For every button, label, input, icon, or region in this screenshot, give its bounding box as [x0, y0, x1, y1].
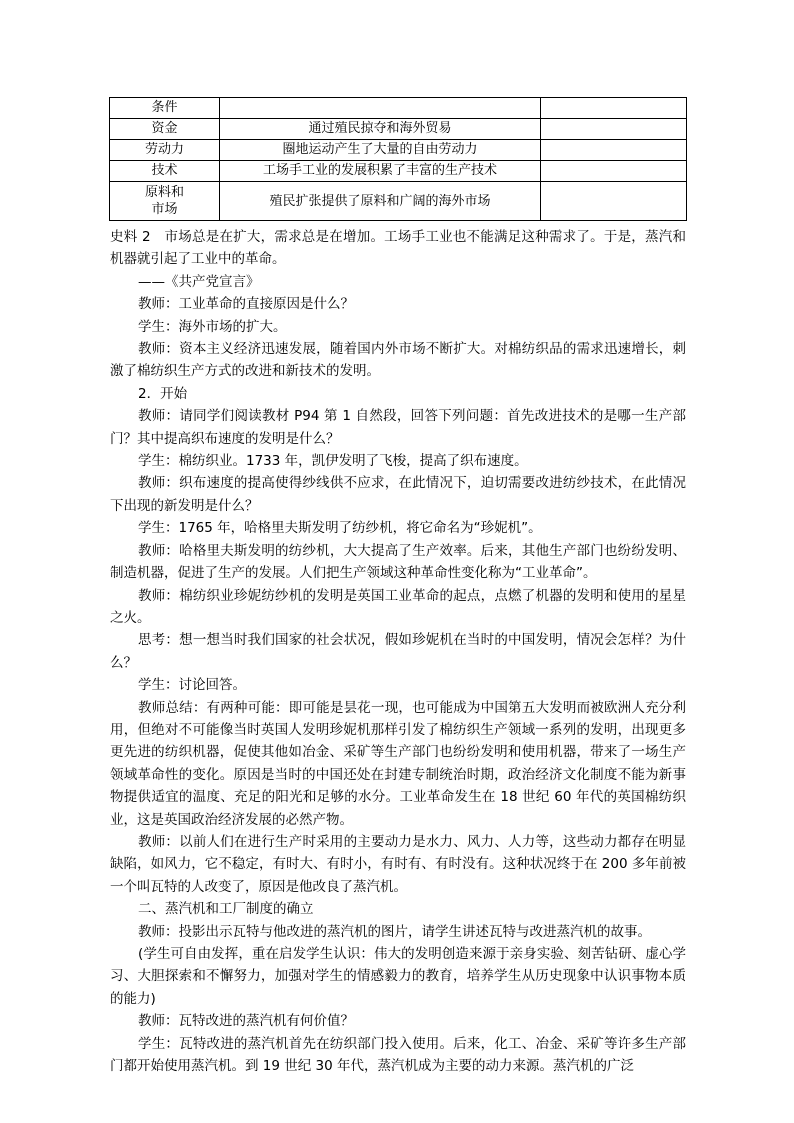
paragraph: 教师：请同学们阅读教材 P94 第 1 自然段，回答下列问题：首先改进技术的是哪一生产部门？其中提高织布速度的发明是什么？: [110, 408, 686, 447]
row-label: 条件: [110, 98, 220, 119]
paragraph: 史料 2 市场总是在扩大，需求总是在增加。工场手工业也不能满足这种需求了。于是，蒸汽和机器就引起了工业中的革命。: [110, 229, 686, 268]
table-row: [110, 98, 687, 119]
paragraph: 学生：棉纺织业。1733 年，凯伊发明了飞梭，提高了织布速度。: [138, 453, 528, 470]
paragraph: 思考：想一想当时我们国家的社会状况，假如珍妮机在当时的中国发明，情况会怎样？为什么？: [110, 632, 686, 671]
row-label: 技术: [110, 161, 220, 182]
row-content: 圈地运动产生了大量的自由劳动力: [220, 140, 541, 161]
row-content: 工场手工业的发展积累了丰富的生产技术: [220, 161, 541, 182]
conditions-table: [109, 97, 687, 221]
section-heading: 二、蒸汽机和工厂制度的确立: [138, 901, 314, 918]
row-content: 殖民扩张提供了原料和广阔的海外市场: [220, 182, 541, 221]
paragraph: 学生：海外市场的扩大。: [138, 318, 287, 335]
table-row: [110, 119, 687, 140]
paragraph: 教师：哈格里夫斯发明的纺纱机，大大提高了生产效率。后来，其他生产部门也纷纷发明、制造机器，促进了生产的发展。人们把生产领域这种革命性变化称为“工业革命”。: [110, 542, 686, 582]
row-extra: [541, 98, 687, 119]
paragraph: 教师：资本主义经济迅速发展，随着国内外市场不断扩大。对棉纺织品的需求迅速增长，刺激了棉纺织生产方式的改进和新技术的发明。: [110, 341, 686, 380]
row-label-line: 市场: [151, 202, 178, 217]
paragraph: 学生：瓦特改进的蒸汽机首先在纺织部门投入使用。后来，化工、冶金、采矿等许多生产部门都开始使用蒸汽机。到 19 世纪 30 年代，蒸汽机成为主要的动力来源。蒸汽机的广泛: [110, 1035, 686, 1075]
body-text: [110, 226, 686, 1077]
paragraph: 教师：棉纺织业珍妮纺纱机的发明是英国工业革命的起点，点燃了机器的发明和使用的星星之火。: [110, 587, 686, 626]
row-extra: [541, 140, 687, 161]
paragraph: 教师：以前人们在进行生产时采用的主要动力是水力、风力、人力等，这些动力都存在明显缺陷，如风力，它不稳定，有时大、有时小，有时有、有时没有。这种状况终于在 200 多年前被一个叫瓦特的人改变了，原因是他改良了蒸汽机。: [110, 833, 686, 895]
paragraph: 教师：织布速度的提高使得纱线供不应求，在此情况下，迫切需要改进纺纱技术，在此情况下出现的新发明是什么？: [110, 475, 686, 514]
paragraph: ——《共产党宣言》: [138, 273, 260, 290]
paragraph: 教师总结：有两种可能：即可能是昙花一现，也可能成为中国第五大发明而被欧洲人充分利用，但绝对不可能像当时英国人发明珍妮机那样引发了棉纺织生产领域一系列的发明，出现更多更先进的纺织机器，促使其他如冶金、采矿等生产部门也纷纷发明和使用机器，带来了一场生产领域革命性的变化。原因是当时的中国还处在封建专制统治时期，政治经济文化制度不能为新事物提供适宜的温度、充足的阳光和足够的水分。工业革命发生在 18 世纪 60 年代的英国棉纺织业，这是英国政治经济发展的必然产物。: [110, 699, 686, 828]
paragraph: 学生：1765 年，哈格里夫斯发明了纺纱机，将它命名为“珍妮机”。: [138, 520, 542, 537]
table-row: [110, 140, 687, 161]
row-label: 资金: [110, 119, 220, 140]
row-label: 劳动力: [110, 140, 220, 161]
table-row: [110, 161, 687, 182]
section-heading: 2．开始: [138, 385, 188, 402]
row-content: [220, 98, 541, 119]
row-label-line: 原料和: [144, 185, 184, 200]
table-row: [110, 182, 687, 221]
paragraph: 教师：投影出示瓦特与他改进的蒸汽机的图片，请学生讲述瓦特与改进蒸汽机的故事。: [138, 923, 651, 940]
paragraph: (学生可自由发挥，重在启发学生认识：伟大的发明创造来源于亲身实验、刻苦钻研、虚心学习、大胆探索和不懈努力，加强对学生的情感毅力的教育，培养学生从历史现象中认识事物本质的能力): [110, 946, 686, 1007]
paragraph: 教师：工业革命的直接原因是什么？: [138, 296, 354, 313]
paragraph: 学生：讨论回答。: [138, 677, 246, 694]
row-extra: [541, 182, 687, 221]
row-content: 通过殖民掠夺和海外贸易: [220, 119, 541, 140]
row-extra: [541, 119, 687, 140]
row-extra: [541, 161, 687, 182]
paragraph: 教师：瓦特改进的蒸汽机有何价值？: [138, 1013, 354, 1030]
row-label: [110, 182, 220, 221]
